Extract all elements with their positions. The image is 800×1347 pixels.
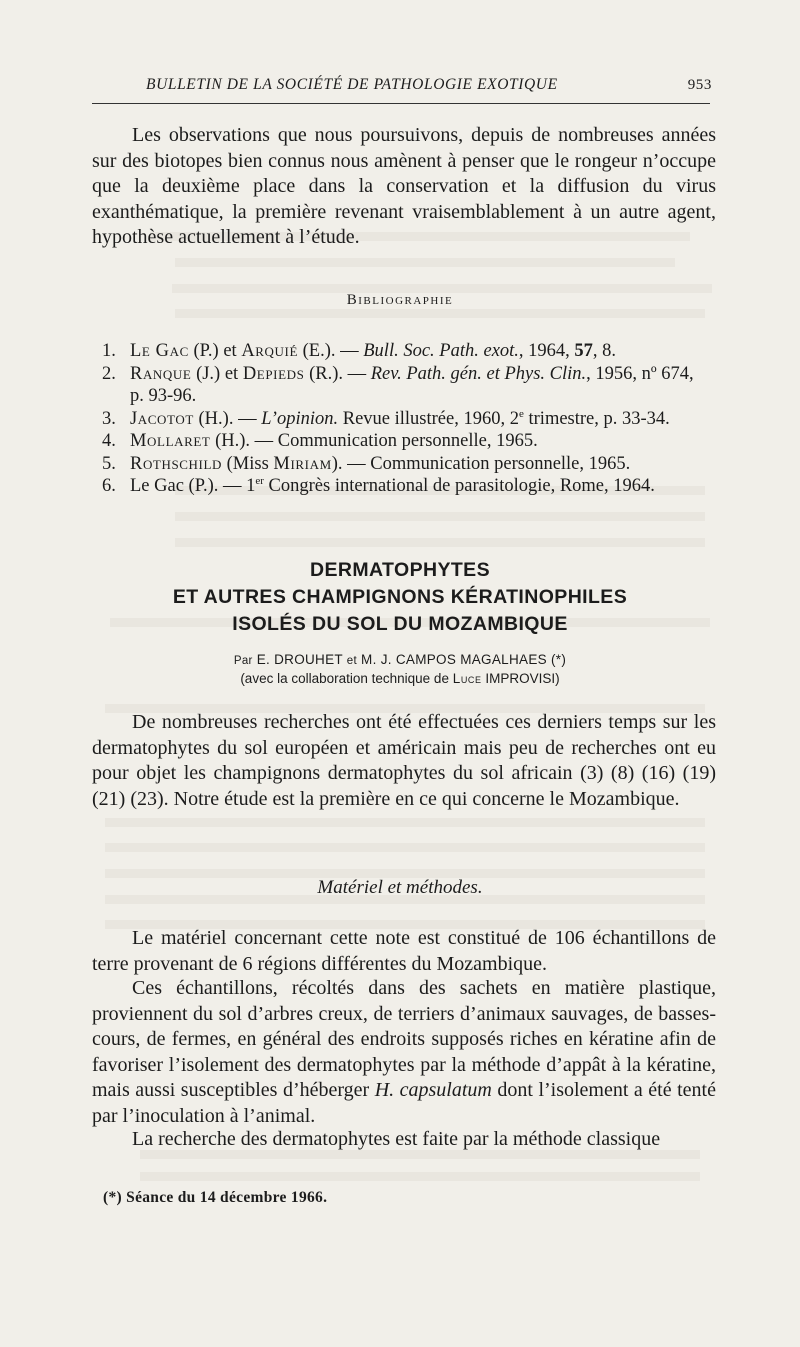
intro-paragraph: Les observations que nous poursuivons, depuis de nombreuses années sur des biotopes bien connus nous amènent à penser que le rongeur n’occupe que la deuxième place dans la conservation et la diffusion du virus exanthématique, la première revenant vraisemblablement à un autre agent, hypothèse actuellement à l’étude. — [92, 124, 716, 248]
running-header — [92, 76, 712, 94]
reference-4: 4. Mollaret (H.). — Communication personnelle, 1965. — [102, 431, 538, 451]
author-2: M. J. CAMPOS MAGALHAES — [361, 652, 547, 667]
authors-line — [0, 652, 800, 667]
author-1: E. DROUHET — [256, 652, 343, 667]
article-title-line-2: ET AUTRES CHAMPIGNONS KÉRATINOPHILES — [172, 586, 628, 608]
by-label: Par — [233, 655, 253, 667]
and-label: et — [346, 655, 357, 667]
reference-1: 1. Le Gac (P.) et Arquié (E.). — Bull. Soc. Path. exot., 1964, 57, 8. — [102, 341, 617, 361]
reference-5: 5. Rothschild (Miss Miriam). — Communication personnelle, 1965. — [102, 453, 631, 474]
reference-6: 6. Le Gac (P.). — 1er Congrès international de parasitologie, Rome, 1964. — [102, 474, 655, 496]
header-rule — [92, 103, 710, 104]
footnote-mark: (*) — [551, 652, 567, 667]
article-paragraph-3: Ces échantillons, récoltés dans des sachets en matière plastique, proviennent du sol d’arbres creux, de terriers d’animaux sauvages, de basses-cours, de fermes, en général des endroits supposés riches en kératine afin de favoriser l’isolement des dermatophytes par la méthode d’appât à la kératine, mais aussi susceptibles d’héberger H. capsulatum dont l’isolement a été tenté par l’inoculation à l’animal. — [92, 977, 716, 1127]
footnote: (*) Séance du 14 décembre 1966. — [103, 1189, 328, 1206]
article-paragraph-2: Le matériel concernant cette note est constitué de 106 échantillons de terre provenant de 6 régions différentes du Mozambique. — [92, 927, 716, 975]
species-name: H. capsulatum — [374, 1079, 492, 1101]
bibliography-list — [102, 340, 712, 498]
article-paragraph-1: De nombreuses recherches ont été effectuées ces derniers temps sur les dermatophytes du sol européen et américain mais peu de recherches ont eu pour objet les champignons dermatophytes du sol africain (3) (8) (16) (19) (21) (23). Notre étude est la première en ce qui concerne le Mozambique. — [92, 711, 716, 810]
reference-3: 3. Jacotot (H.). — L’opinion. Revue illustrée, 1960, 2e trimestre, p. 33-34. — [102, 407, 670, 429]
section-title: Matériel et méthodes. — [317, 877, 483, 898]
journal-name: BULLETIN DE LA SOCIÉTÉ DE PATHOLOGIE EXOTIQUE — [146, 76, 558, 93]
article-paragraph-4: La recherche des dermatophytes est faite par la méthode classique — [132, 1128, 661, 1150]
article-title-line-3: ISOLÉS DU SOL DU MOZAMBIQUE — [232, 613, 568, 635]
bibliography-title: Bibliographie — [346, 292, 454, 308]
page-number: 953 — [687, 77, 712, 93]
reference-2: 2. Ranque (J.) et Depieds (R.). — Rev. Path. gén. et Phys. Clin., 1956, nº 674, p. 93-96. — [102, 363, 694, 406]
article-title-line-1: DERMATOPHYTES — [310, 559, 490, 581]
collaboration-line: (avec la collaboration technique de Luce IMPROVISI) — [240, 671, 560, 686]
